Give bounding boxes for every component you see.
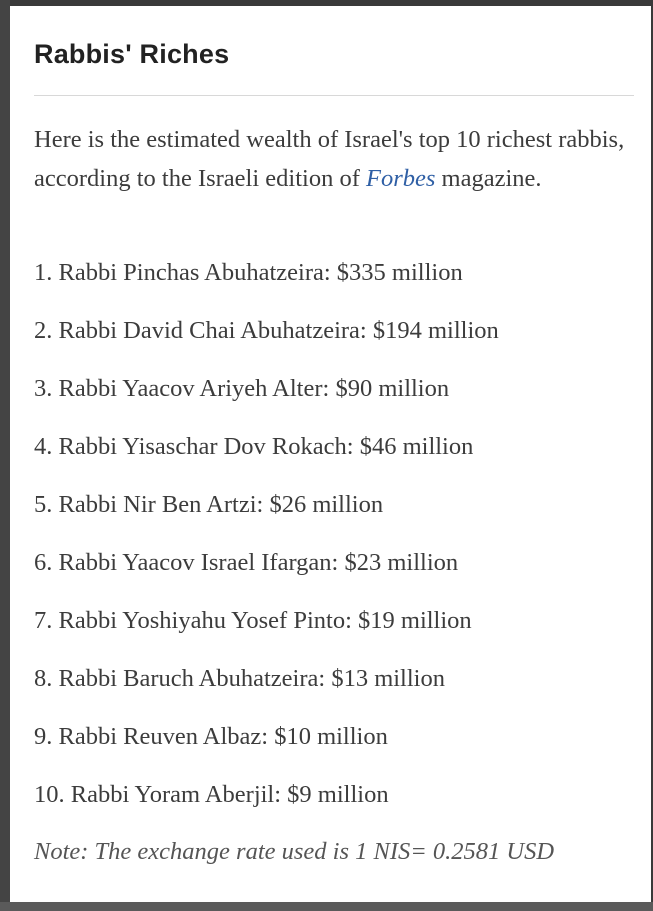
intro-paragraph [34, 120, 634, 198]
list-item: 9. Rabbi Reuven Albaz: $10 million [34, 723, 388, 750]
article-title: Rabbis' Riches [34, 39, 230, 69]
list-item: 4. Rabbi Yisaschar Dov Rokach: $46 million [34, 433, 474, 460]
list-item: 5. Rabbi Nir Ben Artzi: $26 million [34, 491, 384, 518]
article-card [10, 6, 651, 902]
list-item: 7. Rabbi Yoshiyahu Yosef Pinto: $19 million [34, 607, 472, 634]
left-edge-strip [0, 0, 10, 911]
list-item: 3. Rabbi Yaacov Ariyeh Alter: $90 million [34, 375, 450, 402]
list-item: 10. Rabbi Yoram Aberjil: $9 million [34, 781, 389, 808]
bottom-bar [0, 902, 653, 911]
list-item: 2. Rabbi David Chai Abuhatzeira: $194 million [34, 317, 499, 344]
intro-text-end: magazine. [435, 165, 542, 192]
exchange-rate-note: Note: The exchange rate used is 1 NIS= 0.2581 USD [34, 838, 555, 865]
list-item: 6. Rabbi Yaacov Israel Ifargan: $23 million [34, 549, 459, 576]
title-divider [34, 95, 634, 96]
forbes-link[interactable]: Forbes [366, 165, 436, 192]
intro-text-start: Here is the estimated wealth of Israel's top 10 richest rabbis, according to the Israeli edition of [34, 126, 625, 192]
list-item: 8. Rabbi Baruch Abuhatzeira: $13 million [34, 665, 445, 692]
list-item: 1. Rabbi Pinchas Abuhatzeira: $335 million [34, 259, 463, 286]
rabbi-wealth-list [34, 253, 644, 833]
